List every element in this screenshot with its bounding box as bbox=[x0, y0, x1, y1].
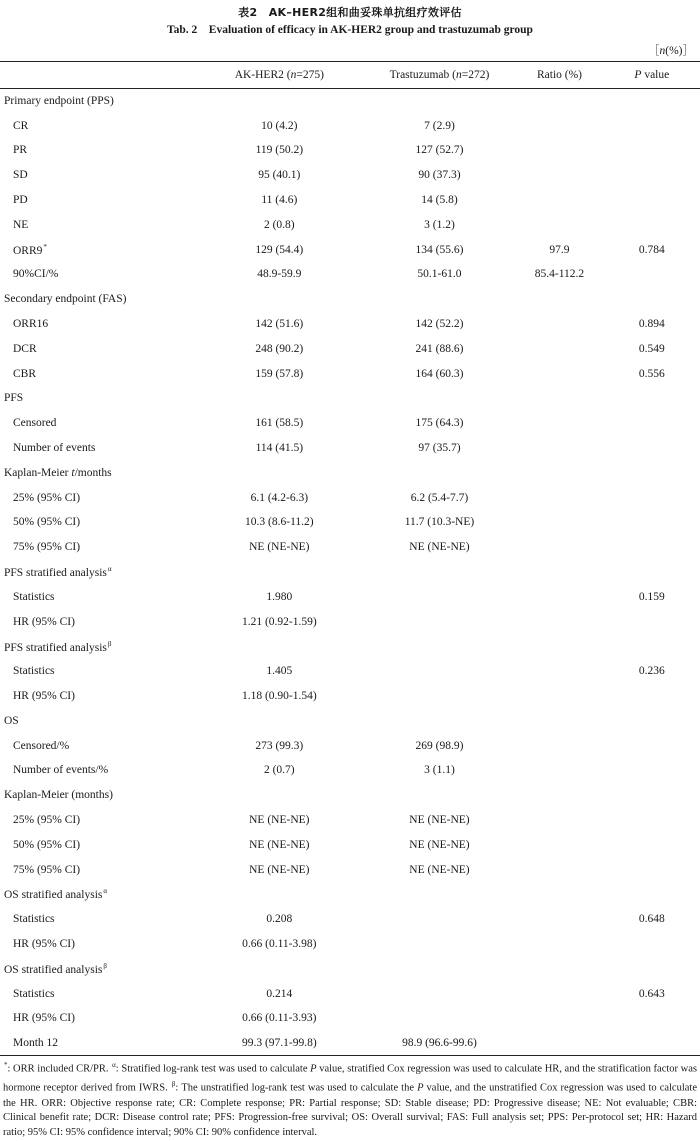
table-row bbox=[0, 262, 700, 287]
table-cell: 2 (0.7) bbox=[263, 764, 295, 777]
table-cell bbox=[604, 708, 700, 733]
table-row bbox=[0, 361, 700, 386]
table-cell: NE (NE-NE) bbox=[249, 541, 310, 554]
table-title-english: Tab. 2 Evaluation of efficacy in AK-HER2 group and trastuzumab group bbox=[167, 24, 533, 36]
table-cell: 134 (55.6) bbox=[415, 243, 464, 256]
footnote-marker: α bbox=[107, 565, 112, 574]
row-label-text: Month 12 bbox=[13, 1036, 59, 1049]
row-label-text: OS bbox=[4, 714, 19, 727]
table-cell bbox=[604, 535, 700, 560]
row-label-text: HR (95% CI) bbox=[13, 615, 75, 628]
table-cell: 1.405 bbox=[266, 665, 293, 678]
table-cell bbox=[515, 733, 603, 758]
table-cell: 97 (35.7) bbox=[418, 442, 461, 455]
row-label bbox=[0, 733, 195, 758]
table-row bbox=[0, 684, 700, 709]
table-title-chinese: 表2 AK–HER2组和曲妥珠单抗组疗效评估 bbox=[238, 6, 462, 19]
table-row bbox=[0, 1006, 700, 1031]
table-cell bbox=[515, 882, 603, 907]
column-header-p-value: P value bbox=[604, 62, 700, 89]
table-cell: 14 (5.8) bbox=[421, 194, 458, 207]
table-row bbox=[0, 659, 700, 684]
row-label-text: Censored bbox=[13, 417, 57, 430]
table-cell bbox=[515, 188, 603, 213]
table-row bbox=[0, 386, 700, 411]
table-cell bbox=[515, 659, 603, 684]
efficacy-table bbox=[0, 61, 700, 1056]
table-cell: 95 (40.1) bbox=[258, 169, 301, 182]
table-cell: NE (NE-NE) bbox=[249, 838, 310, 851]
row-label-text: CR bbox=[13, 119, 29, 132]
table-cell bbox=[604, 510, 700, 535]
table-cell: 0.556 bbox=[638, 367, 665, 380]
row-label bbox=[0, 584, 195, 609]
table-cell bbox=[604, 163, 700, 188]
row-label-text: ORR16 bbox=[13, 318, 49, 331]
table-cell bbox=[604, 1031, 700, 1056]
row-label-text: Secondary endpoint (FAS) bbox=[4, 293, 127, 306]
row-label bbox=[0, 659, 195, 684]
table-cell bbox=[604, 634, 700, 659]
table-cell: 0.784 bbox=[638, 243, 665, 256]
table-cell: 0.643 bbox=[638, 987, 665, 1000]
table-cell bbox=[515, 609, 603, 634]
row-label-text: 75% (95% CI) bbox=[13, 863, 81, 876]
row-label-text: Statistics bbox=[13, 590, 55, 603]
row-label-text: Primary endpoint (PPS) bbox=[4, 95, 114, 108]
table-row bbox=[0, 336, 700, 361]
table-cell: 11.7 (10.3-NE) bbox=[404, 516, 475, 529]
table-cell: 0.894 bbox=[638, 318, 665, 331]
table-row bbox=[0, 163, 700, 188]
table-cell bbox=[195, 560, 364, 585]
table-cell: 99.3 (97.1-99.8) bbox=[195, 1031, 364, 1056]
table-cell: NE (NE-NE) bbox=[249, 814, 310, 826]
row-label-text: 50% (95% CI) bbox=[13, 516, 81, 529]
table-cell bbox=[515, 411, 603, 436]
row-label-text: ORR9 bbox=[13, 244, 43, 257]
table-cell: 3 (1.1) bbox=[424, 764, 455, 777]
table-cell: 90 (37.3) bbox=[418, 169, 461, 182]
row-label bbox=[0, 560, 195, 585]
footnote-marker: α bbox=[103, 887, 108, 896]
row-label-text: PFS stratified analysis bbox=[4, 566, 107, 579]
table-cell bbox=[515, 163, 603, 188]
row-label bbox=[0, 411, 195, 436]
table-row bbox=[0, 857, 700, 882]
table-cell bbox=[364, 981, 516, 1006]
table-cell bbox=[515, 783, 603, 808]
table-cell: 7 (2.9) bbox=[424, 119, 455, 132]
row-label bbox=[0, 436, 195, 461]
table-cell bbox=[515, 832, 603, 857]
table-cell: 48.9-59.9 bbox=[257, 268, 302, 281]
table-footnote: *: ORR included CR/PR. $^\alpha$: Stratified log-rank test was used to calculate P value, stratified Cox regression was used to calculate HR, and the stratification factor was hormone receptor derived from IWRS. $^\beta$: The unstratified log-rank test was used to calculate the P value, and the unstratified Cox regression was used to calculate the HR. ORR: Objective response rate; CR: Complete response; PR: Partial response; SD: Stable disease; PD: Progressive disease; NE: Not evaluable; CBR: Clinical benefit rate; DCR: Disease control rate; PFS: Progression-free survival; OS: Overall survival; FAS: Full analysis set; PPS: Per-protocol set; HR: Hazard ratio; 95% CI: 95% confidence interval; 90% CI: 90% confidence interval. bbox=[3, 1061, 697, 1139]
table-row bbox=[0, 758, 700, 783]
row-label-text: Statistics bbox=[13, 913, 55, 926]
row-label bbox=[0, 609, 195, 634]
row-label-text: HR (95% CI) bbox=[13, 937, 75, 950]
footnote-marker: β bbox=[103, 961, 107, 970]
table-row bbox=[0, 89, 700, 114]
table-row bbox=[0, 485, 700, 510]
table-cell bbox=[604, 1006, 700, 1031]
row-label bbox=[0, 312, 195, 337]
table-cell: 6.1 (4.2-6.3) bbox=[250, 491, 309, 504]
table-cell bbox=[604, 882, 700, 907]
table-row bbox=[0, 312, 700, 337]
row-label-text: 75% (95% CI) bbox=[13, 541, 81, 554]
table-row bbox=[0, 460, 700, 485]
row-label bbox=[0, 262, 195, 287]
table-cell: 10 (4.2) bbox=[261, 119, 298, 132]
table-cell bbox=[515, 634, 603, 659]
table-cell bbox=[515, 312, 603, 337]
table-cell bbox=[604, 485, 700, 510]
table-cell bbox=[195, 89, 364, 114]
row-label-text: DCR bbox=[13, 342, 37, 355]
table-cell: 164 (60.3) bbox=[415, 367, 464, 380]
row-label bbox=[0, 907, 195, 932]
table-cell bbox=[195, 783, 364, 808]
table-row bbox=[0, 609, 700, 634]
table-row bbox=[0, 733, 700, 758]
table-cell bbox=[195, 287, 364, 312]
table-cell bbox=[604, 783, 700, 808]
row-label-text: PFS stratified analysis bbox=[4, 641, 107, 654]
column-header-item bbox=[0, 62, 195, 89]
row-label bbox=[0, 336, 195, 361]
table-row bbox=[0, 510, 700, 535]
row-label bbox=[0, 460, 195, 485]
table-row bbox=[0, 212, 700, 237]
row-label bbox=[0, 882, 195, 907]
table-cell: 97.9 bbox=[549, 243, 570, 256]
table-row bbox=[0, 113, 700, 138]
table-cell: NE (NE-NE) bbox=[409, 814, 470, 826]
table-cell: 1.980 bbox=[266, 590, 293, 603]
table-cell bbox=[515, 907, 603, 932]
table-cell: 1.21 (0.92-1.59) bbox=[241, 615, 317, 628]
row-label bbox=[0, 89, 195, 114]
table-row bbox=[0, 783, 700, 808]
table-cell bbox=[515, 287, 603, 312]
row-label bbox=[0, 485, 195, 510]
table-cell bbox=[515, 212, 603, 237]
row-label-text: OS stratified analysis bbox=[4, 889, 103, 902]
table-cell bbox=[515, 956, 603, 981]
row-label-text: 25% (95% CI) bbox=[13, 814, 81, 826]
row-label bbox=[0, 510, 195, 535]
table-cell bbox=[515, 932, 603, 957]
table-cell: 50.1-61.0 bbox=[417, 268, 462, 281]
table-cell: NE (NE-NE) bbox=[249, 863, 310, 876]
table-cell: NE (NE-NE) bbox=[409, 863, 470, 876]
table-cell: 0.236 bbox=[638, 665, 665, 678]
column-header-trastuzumab: Trastuzumab (n=272) bbox=[364, 62, 516, 89]
row-label-text: HR (95% CI) bbox=[13, 1012, 75, 1025]
table-cell bbox=[604, 758, 700, 783]
table-cell: 0.208 bbox=[266, 913, 293, 926]
table-cell bbox=[364, 907, 516, 932]
table-cell bbox=[515, 1031, 603, 1056]
table-cell bbox=[604, 956, 700, 981]
row-label bbox=[0, 535, 195, 560]
table-cell: 269 (98.9) bbox=[415, 739, 464, 752]
table-cell: 1.18 (0.90-1.54) bbox=[241, 690, 317, 703]
row-label-text: NE bbox=[13, 218, 29, 231]
row-label-text: 50% (95% CI) bbox=[13, 838, 81, 851]
table-row bbox=[0, 956, 700, 981]
table-cell: 2 (0.8) bbox=[263, 218, 295, 231]
table-cell bbox=[515, 460, 603, 485]
table-cell bbox=[604, 262, 700, 287]
table-cell bbox=[195, 708, 364, 733]
table-cell bbox=[364, 89, 516, 114]
table-cell bbox=[515, 436, 603, 461]
table-row bbox=[0, 1031, 700, 1056]
table-cell bbox=[364, 659, 516, 684]
table-cell: 3 (1.2) bbox=[424, 218, 455, 231]
row-label bbox=[0, 287, 195, 312]
table-cell bbox=[515, 361, 603, 386]
table-cell bbox=[604, 733, 700, 758]
column-header-ratio: Ratio (%) bbox=[515, 62, 603, 89]
table-cell: 142 (51.6) bbox=[255, 318, 304, 331]
row-label bbox=[0, 138, 195, 163]
row-label bbox=[0, 237, 195, 262]
table-cell bbox=[515, 584, 603, 609]
row-label-text: Kaplan-Meier t/months bbox=[4, 466, 112, 479]
footnote-marker: β bbox=[107, 639, 112, 648]
table-cell bbox=[515, 336, 603, 361]
table-cell bbox=[195, 956, 364, 981]
row-label bbox=[0, 212, 195, 237]
row-label-text: HR (95% CI) bbox=[13, 690, 75, 703]
row-label bbox=[0, 981, 195, 1006]
table-cell: 10.3 (8.6-11.2) bbox=[245, 516, 314, 529]
table-row bbox=[0, 882, 700, 907]
table-cell: 127 (52.7) bbox=[415, 144, 464, 157]
table-row bbox=[0, 560, 700, 585]
row-label bbox=[0, 1006, 195, 1031]
table-cell: 0.66 (0.11-3.93) bbox=[242, 1012, 317, 1025]
table-cell bbox=[195, 460, 364, 485]
table-row bbox=[0, 634, 700, 659]
table-cell bbox=[515, 981, 603, 1006]
table-row bbox=[0, 907, 700, 932]
table-cell bbox=[515, 485, 603, 510]
table-cell bbox=[604, 808, 700, 833]
table-cell bbox=[515, 89, 603, 114]
table-cell bbox=[604, 212, 700, 237]
row-label-text: PFS bbox=[4, 392, 24, 405]
table-cell bbox=[604, 832, 700, 857]
table-row bbox=[0, 535, 700, 560]
table-cell bbox=[364, 783, 516, 808]
row-label bbox=[0, 832, 195, 857]
row-label bbox=[0, 708, 195, 733]
row-label-text: 25% (95% CI) bbox=[13, 491, 81, 504]
table-cell bbox=[515, 758, 603, 783]
table-cell bbox=[515, 386, 603, 411]
row-label-text: 90%CI/% bbox=[13, 268, 59, 281]
table-cell bbox=[604, 857, 700, 882]
table-cell: 11 (4.6) bbox=[261, 194, 298, 207]
row-label-text: OS stratified analysis bbox=[4, 963, 103, 976]
row-label bbox=[0, 956, 195, 981]
row-label bbox=[0, 113, 195, 138]
row-label bbox=[0, 808, 195, 833]
table-cell: 159 (57.8) bbox=[255, 367, 304, 380]
table-cell bbox=[195, 882, 364, 907]
table-row bbox=[0, 708, 700, 733]
table-cell bbox=[364, 584, 516, 609]
table-cell bbox=[364, 708, 516, 733]
column-header-ak-her2: AK-HER2 (n=275) bbox=[195, 62, 364, 89]
table-cell: NE (NE-NE) bbox=[409, 838, 470, 851]
row-label-text: SD bbox=[13, 169, 28, 182]
table-row bbox=[0, 932, 700, 957]
table-row bbox=[0, 584, 700, 609]
table-row bbox=[0, 138, 700, 163]
table-cell: 119 (50.2) bbox=[255, 144, 304, 157]
table-cell bbox=[604, 684, 700, 709]
row-label bbox=[0, 188, 195, 213]
table-cell bbox=[604, 460, 700, 485]
table-cell bbox=[364, 609, 516, 634]
table-cell: 273 (99.3) bbox=[255, 739, 304, 752]
table-row bbox=[0, 832, 700, 857]
table-cell bbox=[515, 684, 603, 709]
row-label-text: Censored/% bbox=[13, 739, 70, 752]
table-cell bbox=[604, 89, 700, 114]
row-label-text: Kaplan-Meier (months) bbox=[4, 789, 113, 802]
row-label-text: Number of events/% bbox=[13, 764, 109, 777]
table-cell bbox=[604, 386, 700, 411]
row-label bbox=[0, 361, 195, 386]
table-cell: 0.66 (0.11-3.98) bbox=[242, 937, 317, 950]
header-row bbox=[0, 62, 700, 89]
row-label bbox=[0, 857, 195, 882]
row-label-text: CBR bbox=[13, 367, 37, 380]
row-label bbox=[0, 932, 195, 957]
row-label-text: PR bbox=[13, 144, 28, 157]
table-cell bbox=[604, 560, 700, 585]
table-cell: 0.214 bbox=[266, 987, 293, 1000]
table-cell bbox=[604, 436, 700, 461]
table-cell bbox=[364, 1006, 516, 1031]
table-row bbox=[0, 188, 700, 213]
table-cell bbox=[364, 932, 516, 957]
row-label bbox=[0, 163, 195, 188]
table-cell bbox=[195, 634, 364, 659]
table-cell bbox=[515, 560, 603, 585]
table-cell bbox=[604, 113, 700, 138]
table-cell: 85.4-112.2 bbox=[534, 268, 585, 281]
unit-label: ［n(%)］ bbox=[648, 45, 694, 57]
row-label-text: Statistics bbox=[13, 665, 55, 678]
table-cell bbox=[515, 535, 603, 560]
table-cell bbox=[364, 560, 516, 585]
table-cell: 114 (41.5) bbox=[255, 442, 304, 455]
table-cell: 6.2 (5.4-7.7) bbox=[410, 491, 469, 504]
table-cell: 248 (90.2) bbox=[255, 342, 304, 355]
table-cell: 129 (54.4) bbox=[255, 243, 304, 256]
table-cell bbox=[364, 287, 516, 312]
table-row bbox=[0, 436, 700, 461]
table-cell bbox=[604, 138, 700, 163]
table-cell: 0.648 bbox=[638, 913, 665, 926]
table-cell bbox=[515, 808, 603, 833]
footnote-marker: * bbox=[43, 242, 47, 251]
table-cell bbox=[515, 510, 603, 535]
table-cell: NE (NE-NE) bbox=[409, 541, 470, 554]
table-cell bbox=[515, 857, 603, 882]
table-cell bbox=[364, 956, 516, 981]
row-label bbox=[0, 1031, 195, 1056]
table-cell: 161 (58.5) bbox=[255, 417, 304, 430]
table-cell bbox=[364, 684, 516, 709]
row-label bbox=[0, 634, 195, 659]
row-label-text: Number of events bbox=[13, 442, 96, 455]
table-cell bbox=[604, 188, 700, 213]
table-cell bbox=[364, 634, 516, 659]
table-cell bbox=[515, 113, 603, 138]
table-row bbox=[0, 237, 700, 262]
table-cell: 175 (64.3) bbox=[415, 417, 464, 430]
table-cell: 0.159 bbox=[638, 590, 665, 603]
table-cell bbox=[195, 386, 364, 411]
table-row bbox=[0, 808, 700, 833]
row-label-text: PD bbox=[13, 194, 28, 207]
table-cell: 98.9 (96.6-99.6) bbox=[364, 1031, 516, 1056]
table-cell bbox=[604, 609, 700, 634]
table-cell: 0.549 bbox=[638, 342, 665, 355]
table-cell bbox=[364, 882, 516, 907]
table-row bbox=[0, 981, 700, 1006]
table-cell bbox=[515, 708, 603, 733]
table-cell: 142 (52.2) bbox=[415, 318, 464, 331]
table-cell bbox=[364, 386, 516, 411]
table-cell bbox=[515, 138, 603, 163]
table-row bbox=[0, 287, 700, 312]
table-cell bbox=[515, 1006, 603, 1031]
row-label bbox=[0, 783, 195, 808]
table-cell bbox=[604, 287, 700, 312]
table-cell bbox=[364, 460, 516, 485]
row-label bbox=[0, 386, 195, 411]
table-cell: 241 (88.6) bbox=[415, 342, 464, 355]
row-label bbox=[0, 684, 195, 709]
row-label bbox=[0, 758, 195, 783]
table-cell bbox=[604, 411, 700, 436]
row-label-text: Statistics bbox=[13, 987, 55, 1000]
table-row bbox=[0, 411, 700, 436]
table-cell bbox=[604, 932, 700, 957]
